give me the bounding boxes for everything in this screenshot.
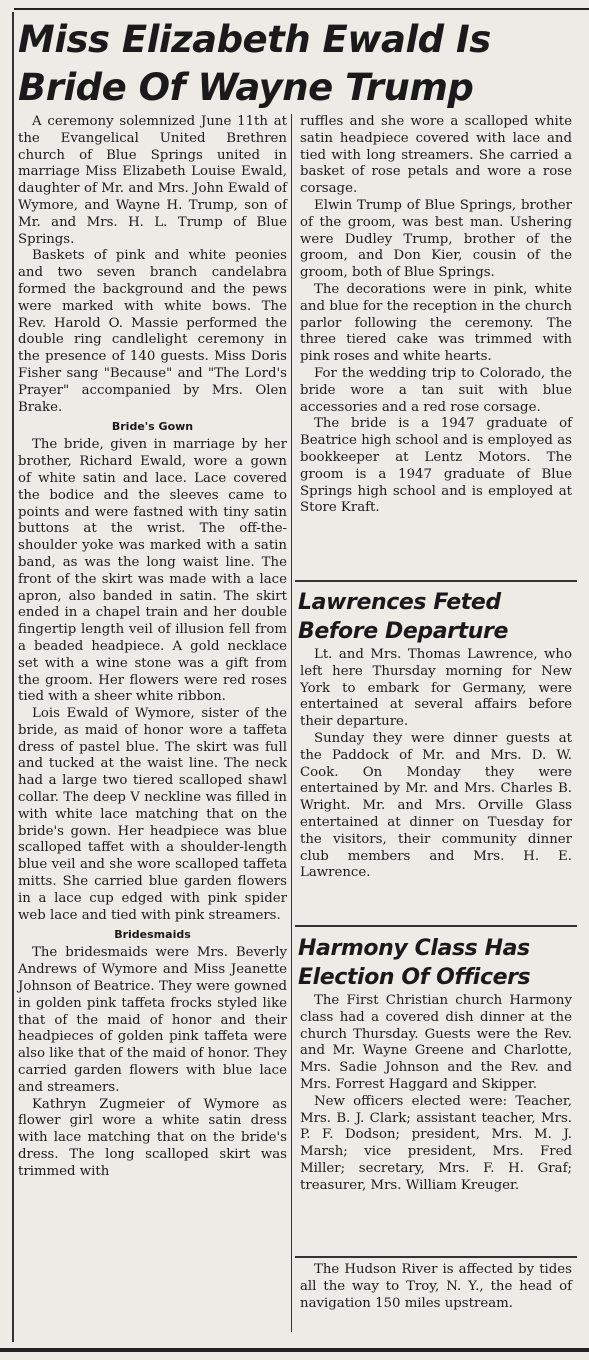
article2-paragraph: Lt. and Mrs. Thomas Lawrence, who left here Thursday morning for New York to embark for Germany, were entertained at several affairs before their departure.: [300, 647, 572, 730]
article1-right-column: [300, 114, 572, 517]
article2-paragraph: Sunday they were dinner guests at the Paddock of Mr. and Mrs. D. W. Cook. On Monday they were entertained by Mr. and Mrs. Charles B. Wright. Mr. and Mrs. Orville Glass entertained at dinner on Tuesday for the visitors, their community dinner club members and Mrs. H. E. Lawrence.: [300, 730, 572, 881]
article-separator: [295, 1256, 577, 1258]
article-separator: [295, 925, 577, 927]
article-separator: [295, 580, 577, 582]
left-column-rule: [12, 12, 14, 1342]
filler-item: [300, 1262, 572, 1312]
article3-paragraph: New officers elected were: Teacher, Mrs. B. J. Clark; assistant teacher, Mrs. P. F. Dodson; president, Mrs. M. J. Marsh; vice president, Mrs. Fred Miller; secretary, Mrs. F. H. Graf; treasurer, Mrs. William Kreuger.: [300, 1093, 572, 1193]
bottom-rule: [0, 1348, 589, 1352]
article1-paragraph: The bride, given in marriage by her brother, Richard Ewald, wore a gown of white satin and lace. Lace covered the bodice and the sleeves came to points and were fastned with tiny satin buttons at the wrist. The off-the-shoulder yoke was marked with a satin band, as was the long waist line. The front of the skirt was made with a lace apron, also banded in satin. The skirt ended in a chapel train and her double fingertip length veil of illusion fell from a beaded headpiece. A gold necklace set with a wine stone was a gift from the groom. Her flowers were red roses tied with a sheer white ribbon.: [18, 437, 287, 705]
article2-body: [300, 647, 572, 882]
article1-left-column: [18, 114, 287, 1181]
subhead-brides-gown: Bride's Gown: [111, 420, 194, 434]
middle-column-rule: [291, 114, 292, 1332]
article1-paragraph: The bride is a 1947 graduate of Beatrice high school and is employed as bookkeeper at Lentz Motors. The groom is a 1947 graduate of Blue Springs high school and is employed at Store Kraft.: [300, 416, 572, 516]
article1-paragraph: Elwin Trump of Blue Springs, brother of the groom, was best man. Ushering were Dudley Trump, brother of the groom, and Don Kier, cousin of the groom, both of Blue Springs.: [300, 197, 572, 281]
top-rule: [14, 8, 589, 10]
article1-paragraph: The decorations were in pink, white and blue for the reception in the church parlor following the ceremony. The three tiered cake was trimmed with pink roses and white hearts.: [300, 281, 572, 365]
article1-paragraph: The bridesmaids were Mrs. Beverly Andrews of Wymore and Miss Jeanette Johnson of Beatrice. They were gowned in golden pink taffeta frocks styled like that of the maid of honor and their headpieces of golden pink taffeta were also like that of the maid of honor. They carried garden flowers with blue lace and streamers.: [18, 945, 287, 1095]
filler-paragraph: The Hudson River is affected by tides all the way to Troy, N. Y., the head of navigation 150 miles upstream.: [300, 1262, 572, 1311]
article1-paragraph: A ceremony solemnized June 11th at the Evangelical United Brethren church of Blue Springs united in marriage Miss Elizabeth Louise Ewald, daughter of Mr. and Mrs. John Ewald of Wymore, and Wayne H. Trump, son of Mr. and Mrs. H. L. Trump of Blue Springs.: [18, 114, 287, 247]
article3-paragraph: The First Christian church Harmony class had a covered dish dinner at the church Thursday. Guests were the Rev. and Mr. Wayne Greene and Charlotte, Mrs. Sadie Johnson and the Rev. and Mrs. Forrest Haggard and Skipper.: [300, 993, 572, 1092]
article1-paragraph: For the wedding trip to Colorado, the bride wore a tan suit with blue accessories and a red rose corsage.: [300, 365, 572, 415]
article1-paragraph: Kathryn Zugmeier of Wymore as flower girl wore a white satin dress with lace matching that on the bride's dress. The long scalloped skirt was trimmed with: [18, 1096, 287, 1179]
subhead-bridesmaids: Bridesmaids: [114, 928, 191, 942]
article1-paragraph: Lois Ewald of Wymore, sister of the bride, as maid of honor wore a taffeta dress of pastel blue. The skirt was full and tucked at the waist line. The neck had a large two tiered scalloped shawl collar. The deep V neckline was filled in with white lace matching that on the bride's gown. Her headpiece was blue scalloped taffet with a shoulder-length blue veil and she wore scalloped taffeta mitts. She carried blue garden flowers in a lace cup edged with pink spider web lace and tied with pink streamers.: [18, 706, 287, 923]
article1-paragraph: Baskets of pink and white peonies and two seven branch candelabra formed the background and the pews were marked with white bows. The Rev. Harold O. Massie performed the double ring candlelight ceremony in the presence of 140 guests. Miss Doris Fisher sang "Because" and "The Lord's Prayer" accompanied by Mrs. Olen Brake.: [18, 248, 287, 415]
article3-headline: Harmony Class Has Election Of Officers: [298, 936, 531, 990]
article1-headline: Miss Elizabeth Ewald Is Bride Of Wayne Trump: [18, 18, 491, 109]
article1-paragraph: ruffles and she wore a scalloped white satin headpiece covered with lace and tied with long streamers. She carried a basket of rose petals and wore a rose corsage.: [300, 114, 572, 197]
article3-body: [300, 993, 572, 1195]
article2-headline: Lawrences Feted Before Departure: [298, 590, 508, 644]
